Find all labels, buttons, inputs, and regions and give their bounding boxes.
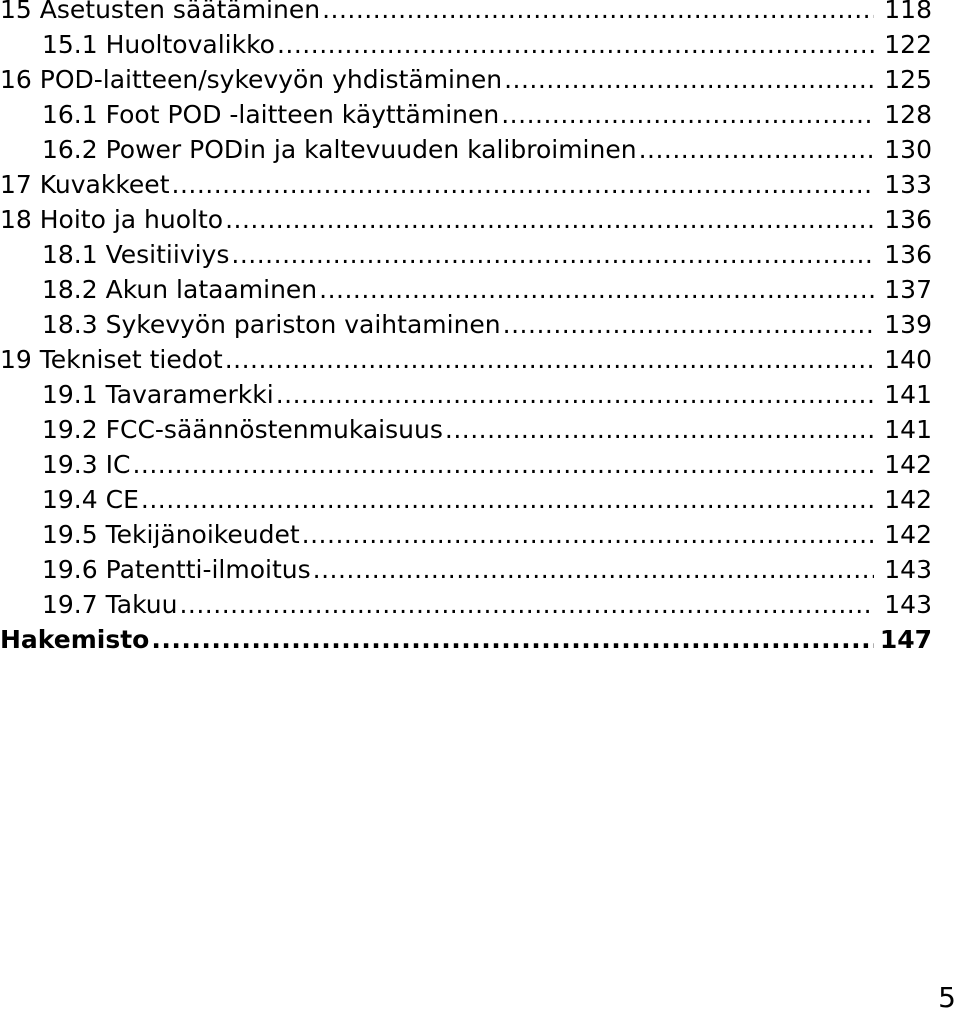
toc-entry-page: 142 (884, 520, 932, 549)
page-number: 5 (938, 981, 956, 1014)
toc-entry-title: 19.4 CE (42, 485, 139, 514)
toc-entry-title: 16.2 Power PODin ja kaltevuuden kalibroiminen (42, 135, 637, 164)
toc-entry-page: 139 (884, 310, 932, 339)
toc-entry-page: 125 (884, 65, 932, 94)
toc-entry-page: 140 (884, 345, 932, 374)
toc-entry[interactable] (0, 447, 932, 482)
toc-entry[interactable] (0, 202, 932, 237)
toc-entry-page: 136 (884, 205, 932, 234)
dot-leader (151, 622, 874, 657)
toc-entry-title: 15 Asetusten säätäminen (0, 0, 321, 24)
toc-entry[interactable] (0, 132, 932, 167)
toc-entry-page: 142 (884, 485, 932, 514)
dot-leader (319, 272, 874, 307)
toc-entry-title: 19.1 Tavaramerkki (42, 380, 274, 409)
dot-leader (501, 97, 874, 132)
dot-leader (445, 412, 874, 447)
toc-entry-title: 15.1 Huoltovalikko (42, 30, 275, 59)
toc-entry[interactable] (0, 517, 932, 552)
toc-entry[interactable] (0, 237, 932, 272)
toc-entry-page: 130 (884, 135, 932, 164)
dot-leader (225, 342, 874, 377)
dot-leader (277, 27, 874, 62)
toc-entry-title: 19.7 Takuu (42, 590, 178, 619)
toc-entry[interactable] (0, 272, 932, 307)
dot-leader (179, 587, 874, 622)
toc-entry[interactable] (0, 27, 932, 62)
toc-entry-title: 17 Kuvakkeet (0, 170, 170, 199)
toc-entry-page: 142 (884, 450, 932, 479)
toc-entry[interactable] (0, 97, 932, 132)
toc-entry[interactable] (0, 482, 932, 517)
toc-entry-page: 143 (884, 590, 932, 619)
toc-entry[interactable] (0, 552, 932, 587)
toc-entry[interactable] (0, 0, 932, 27)
toc-entry-page: 133 (884, 170, 932, 199)
dot-leader (313, 552, 874, 587)
toc-entry-page: 122 (884, 30, 932, 59)
toc-entry-page: 141 (884, 415, 932, 444)
toc-entry[interactable] (0, 307, 932, 342)
dot-leader (141, 482, 874, 517)
toc-entry-title: 19.2 FCC-säännöstenmukaisuus (42, 415, 443, 444)
toc-entry-page: 128 (884, 100, 932, 129)
toc-entry[interactable] (0, 587, 932, 622)
toc-entry[interactable] (0, 377, 932, 412)
toc-entry-page: 118 (884, 0, 932, 24)
toc-entry-title: 18.1 Vesitiiviys (42, 240, 230, 269)
toc-entry-title: 19 Tekniset tiedot (0, 345, 223, 374)
dot-leader (225, 202, 874, 237)
toc-entry-page: 136 (884, 240, 932, 269)
dot-leader (302, 517, 874, 552)
toc-entry-index[interactable] (0, 622, 932, 657)
toc-entry[interactable] (0, 412, 932, 447)
dot-leader (504, 62, 874, 97)
dot-leader (132, 447, 874, 482)
dot-leader (276, 377, 874, 412)
toc-entry-page: 143 (884, 555, 932, 584)
dot-leader (172, 167, 875, 202)
toc-entry-title: 18.3 Sykevyön pariston vaihtaminen (42, 310, 501, 339)
toc-entry-title: 18 Hoito ja huolto (0, 205, 224, 234)
toc-entry-title: 19.3 IC (42, 450, 131, 479)
toc-entry-title: 18.2 Akun lataaminen (42, 275, 318, 304)
toc-entry-title: 19.5 Tekijänoikeudet (42, 520, 300, 549)
dot-leader (231, 237, 874, 272)
toc-entry[interactable] (0, 167, 932, 202)
dot-leader (639, 132, 874, 167)
toc-entry-title: Hakemisto (0, 625, 150, 654)
dot-leader (322, 0, 874, 27)
dot-leader (503, 307, 874, 342)
toc-entry-page: 147 (879, 625, 932, 654)
toc-entry-title: 16.1 Foot POD -laitteen käyttäminen (42, 100, 500, 129)
toc-entry-page: 137 (884, 275, 932, 304)
toc-entry-title: 16 POD-laitteen/sykevyön yhdistäminen (0, 65, 503, 94)
toc-entry-title: 19.6 Patentti-ilmoitus (42, 555, 311, 584)
toc-entry[interactable] (0, 62, 932, 97)
toc-entry-page: 141 (884, 380, 932, 409)
toc-entry[interactable] (0, 342, 932, 377)
